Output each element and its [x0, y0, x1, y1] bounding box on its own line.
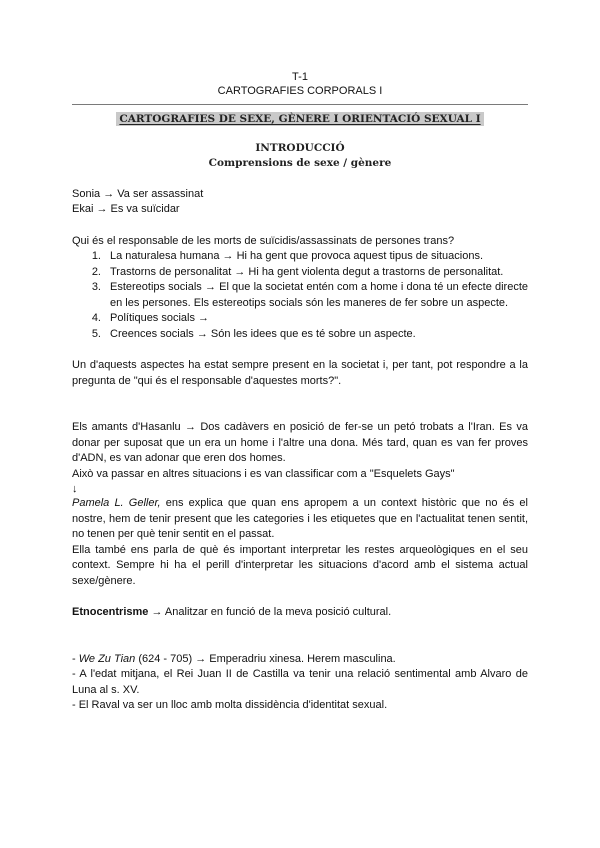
list-item-text: Trastorns de personalitat → Hi ha gent violenta degut a trastorns de personalitat.: [110, 265, 504, 278]
list-item-number: 4.: [91, 312, 101, 324]
list-item-number: 5.: [91, 327, 101, 340]
list-item: [72, 249, 528, 265]
cases-block: [72, 187, 528, 218]
example-prefix: -: [72, 652, 79, 665]
example-rest: (624 - 705) → Emperadriu xinesa. Herem masculina.: [135, 652, 396, 665]
example-name: We Zu Tian: [78, 652, 136, 665]
hasanlu-paragraph: Els amants d'Hasanlu → Dos cadàvers en posició de fer-se un petó trobats a l'Iran. Es va donar per suposat que un era un home i l'altre una dona. Més tard, quan es van fer proves d'ADN, es van adonar que eren dos homes.: [72, 421, 528, 464]
examples-block: [72, 652, 528, 714]
case-sonia: Sonia → Va ser assassinat: [72, 187, 204, 200]
header-code: T-1: [292, 71, 308, 83]
main-title: CARTOGRAFIES DE SEXE, GÈNERE I ORIENTACIÓ SEXUAL I: [116, 112, 483, 126]
example-raval: - El Raval va ser un lloc amb molta dissidència d'identitat sexual.: [72, 699, 388, 711]
factors-list: [72, 249, 528, 342]
header-subject: CARTOGRAFIES CORPORALS I: [217, 85, 383, 97]
geller-paragraph: [72, 496, 528, 543]
document-page: [72, 70, 528, 714]
ethnocentrism-definition: → Analitzar en funció de la meva posició cultural.: [148, 606, 392, 618]
list-item: [72, 265, 528, 281]
list-item: [72, 280, 528, 311]
list-item-text: Polítiques socials →: [110, 312, 210, 324]
list-item-number: 2.: [91, 265, 101, 278]
list-item-text: Creences socials → Són les idees que es té sobre un aspecte.: [110, 327, 416, 340]
header-rule: [72, 104, 528, 105]
down-arrow-icon: ↓: [72, 483, 78, 495]
section-subtitle: Comprensions de sexe / gènere: [208, 156, 392, 169]
geller-text: ens explica que quan ens apropem a un context històric que no és el nostre, hem de tenir present que les categories i les etiquetes que en l'actualitat tenen sentit, no tenen per què tenir sentit en el passat.: [72, 497, 528, 540]
ethnocentrism-term: Etnocentrisme: [72, 606, 149, 618]
geller-followup: Ella també ens parla de què és important interpretar les restes arqueològiques en el seu context. Sempre hi ha el perill d'interpretar les situacions d'acord amb el sistema actual sexe/gènere.: [72, 543, 528, 587]
ethnocentrism-line: [72, 605, 528, 621]
example-juan-ii: - A l'edat mitjana, el Rei Juan II de Castilla va tenir una relació sentimental amb Alvaro de Luna al s. XV.: [72, 668, 528, 696]
case-ekai: Ekai → Es va suïcidar: [72, 203, 180, 215]
geller-name: Pamela L. Geller,: [72, 497, 161, 509]
list-item-text: La naturalesa humana → Hi ha gent que provoca aquest tipus de situacions.: [110, 250, 484, 262]
hasanlu-classification: Això va passar en altres situacions i es van classificar com a "Esquelets Gays": [72, 467, 455, 480]
section-title: INTRODUCCIÓ: [255, 141, 345, 154]
question-text: Qui és el responsable de les morts de suïcidis/assassinats de persones trans?: [72, 234, 455, 247]
list-item-number: 1.: [91, 250, 101, 262]
list-item-text: Estereotips socials → El que la societat entén com a home i dona té un efecte directe en les persones. Els estereotips socials són les maneres de fer sobre un aspecte.: [110, 281, 528, 309]
list-item: [72, 327, 528, 343]
example-wu-zetian: [72, 652, 528, 668]
main-title-wrap: [72, 112, 528, 128]
page-header: [72, 70, 528, 98]
hasanlu-block: [72, 420, 528, 589]
list-item: [72, 311, 528, 327]
conclusion-paragraph: Un d'aquests aspectes ha estat sempre present en la societat i, per tant, pot respondre a la pregunta de "qui és el responsable d'aquestes morts?".: [72, 359, 528, 387]
list-item-number: 3.: [91, 281, 101, 293]
